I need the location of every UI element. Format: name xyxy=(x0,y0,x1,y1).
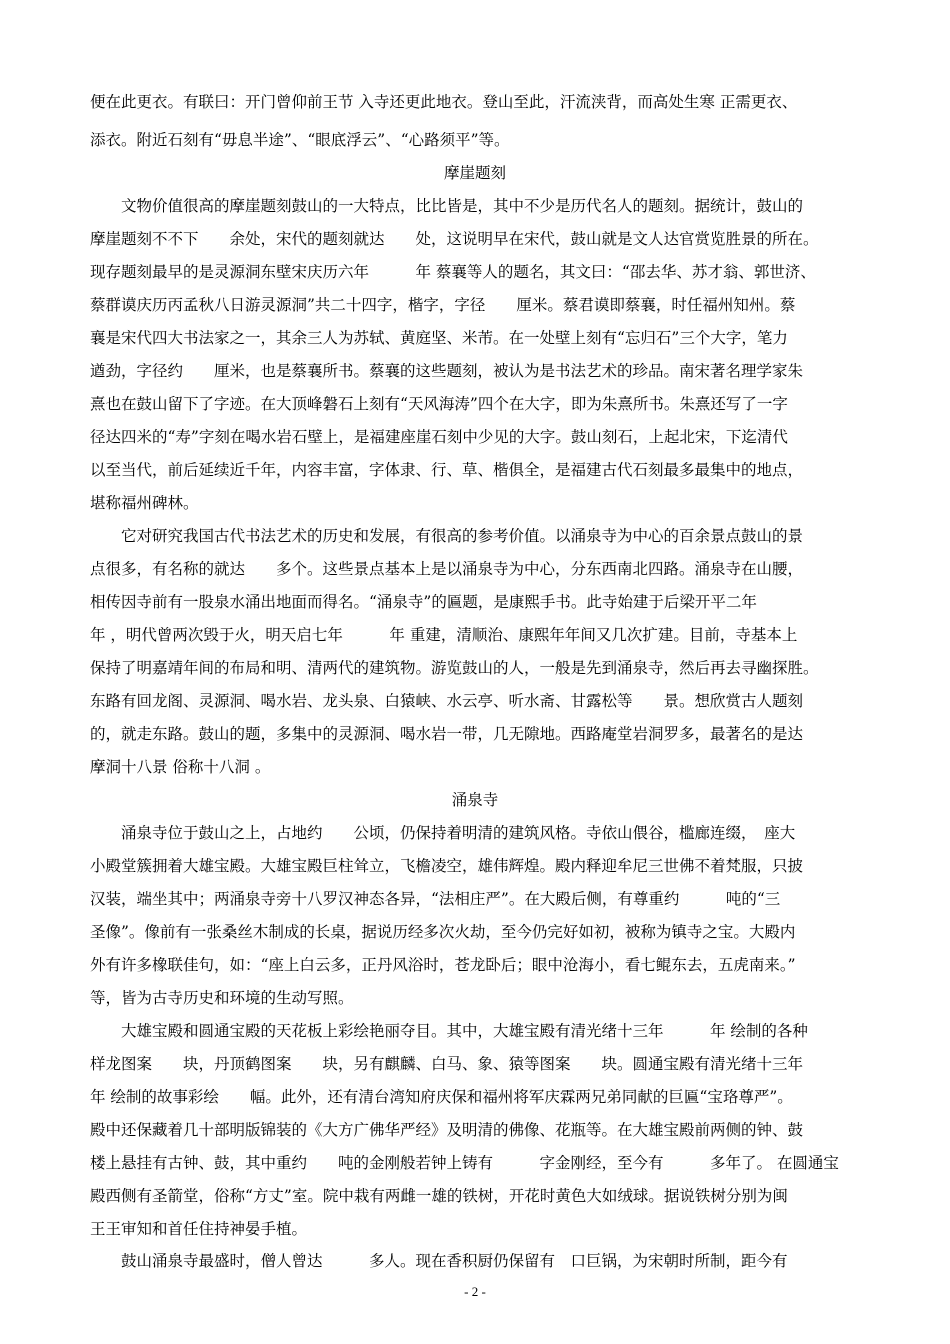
paragraph-line: 圣像”。像前有一张桑丝木制成的长桌，据说历经多次火劫，至今仍完好如初，被称为镇寺之宝。大殿内 xyxy=(90,923,796,941)
paragraph-line: 遒劲，字径约 厘米，也是蔡襄所书。蔡襄的这些题刻，被认为是书法艺术的珍品。南宋著名理学家朱 xyxy=(90,362,804,380)
paragraph-line: 等，皆为古寺历史和环境的生动写照。 xyxy=(90,989,354,1007)
paragraph-line: 它对研究我国古代书法艺术的历史和发展，有很高的参考价值。以涌泉寺为中心的百余景点鼓山的景 xyxy=(121,527,804,545)
paragraph-line: 文物价值很高的摩崖题刻鼓山的一大特点，比比皆是，其中不少是历代名人的题刻。据统计，鼓山的 xyxy=(121,197,804,215)
paragraph-line: 相传因寺前有一股泉水涌出地面而得名。“涌泉寺”的匾题，是康熙手书。此寺始建于后梁开平二年 xyxy=(90,593,757,611)
paragraph-line: 点很多，有名称的就达 多个。这些景点基本上是以涌泉寺为中心，分东西南北四路。涌泉寺在山腰， xyxy=(90,560,804,578)
paragraph-line: 堪称福州碑林。 xyxy=(90,494,199,512)
paragraph-line: 样龙图案 块，丹顶鹤图案 块，另有麒麟、白马、象、猿等图案 块。圆通宝殿有清光绪十三年 xyxy=(90,1055,804,1073)
paragraph-line: 殿西侧有圣箭堂，俗称“方丈”室。院中栽有两雌一雄的铁树，开花时黄色大如绒球。据说铁树分别为闽 xyxy=(90,1187,788,1205)
paragraph-line: 殿中还保藏着几十部明版锦装的《大方广佛华严经》及明清的佛像、花瓶等。在大雄宝殿前两侧的钟、鼓 xyxy=(90,1121,804,1139)
paragraph-line: 现存题刻最早的是灵源洞东壁宋庆历六年 年 蔡襄等人的题名，其文曰：“邵去华、苏才翁、郭世济、 xyxy=(90,263,816,281)
paragraph-line: 东路有回龙阁、灵源洞、喝水岩、龙头泉、白猿峡、水云亭、听水斋、甘露松等 景。想欣赏古人题刻 xyxy=(90,692,804,710)
section-heading: 涌泉寺 xyxy=(451,791,499,809)
paragraph-line: 年 ，明代曾两次毁于火，明天启七年 年 重建，清顺治、康熙年年间又几次扩建。目前，寺基本上 xyxy=(90,626,798,644)
paragraph-line: 蔡群谟庆历丙孟秋八日游灵源洞”共二十四字，楷字，字径 厘米。蔡君谟即蔡襄，时任福州知州。蔡 xyxy=(90,296,796,314)
paragraph-line: 鼓山涌泉寺最盛时，僧人曾达 多人。现在香积厨仍保留有 口巨锅，为宋朝时所制，距今有 xyxy=(121,1252,788,1270)
paragraph-line: 涌泉寺位于鼓山之上，占地约 公顷，仍保持着明清的建筑风格。寺依山偎谷，槛廊连缀， 座大 xyxy=(121,824,796,842)
paragraph-line: 年 绘制的故事彩绘 幅。此外，还有清台湾知府庆保和福州将军庆霖两兄弟同献的巨匾“宝珞尊严”。 xyxy=(90,1088,793,1106)
paragraph-line: 楼上悬挂有古钟、鼓，其中重约 吨的金刚般若钟上铸有 字金刚经，至今有 多年了。 在圆通宝 xyxy=(90,1154,839,1172)
paragraph-line: 汉装，端坐其中；两涌泉寺旁十八罗汉神态各异，“法相庄严”。在大殿后侧，有尊重约 吨的“三 xyxy=(90,890,781,908)
paragraph-line: 熹也在鼓山留下了字迹。在大顶峰磐石上刻有“天风海涛”四个在大字，即为朱熹所书。朱熹还写了一字 xyxy=(90,395,788,413)
paragraph-line: 小殿堂簇拥着大雄宝殿。大雄宝殿巨柱耸立，飞檐凌空，雄伟辉煌。殿内释迎牟尼三世佛不着梵服，只披 xyxy=(90,857,804,875)
paragraph-line: 摩崖题刻不不下 余处，宋代的题刻就达 处，这说明早在宋代，鼓山就是文人达官赏览胜景的所在。 xyxy=(90,230,819,248)
paragraph-line: 外有许多橡联佳句，如：“座上白云多，正丹风浴时，苍龙卧后；眼中沧海小，看七鲲东去，五虎南来。” xyxy=(90,956,796,974)
page-number: - 2 - xyxy=(464,1284,486,1299)
paragraph-line: 以至当代，前后延续近千年，内容丰富，字体隶、行、草、楷俱全，是福建古代石刻最多最集中的地点， xyxy=(90,461,804,479)
paragraph-line: 径达四米的“寿”字刻在喝水岩石壁上，是福建座崖石刻中少见的大字。鼓山刻石，上起北宋，下迄清代 xyxy=(90,428,788,446)
section-heading: 摩崖题刻 xyxy=(443,164,506,182)
paragraph-line: 王王审知和首任住持神晏手植。 xyxy=(90,1220,308,1238)
paragraph-line: 保持了明嘉靖年间的布局和明、清两代的建筑物。游览鼓山的人，一般是先到涌泉寺，然后再去寻幽探胜。 xyxy=(90,659,819,677)
paragraph-line: 襄是宋代四大书法家之一，其余三人为苏轼、黄庭坚、米芾。在一处壁上刻有“忘归石”三个大字，笔力 xyxy=(90,329,788,347)
paragraph-line: 大雄宝殿和圆通宝殿的天花板上彩绘艳丽夺目。其中，大雄宝殿有清光绪十三年 年 绘制的各种 xyxy=(121,1022,808,1040)
paragraph-line: 便在此更衣。有联曰：开门曾仰前王节 入寺还更此地衣。登山至此，汗流浃背，而高处生寒 正需更衣、 xyxy=(90,93,798,111)
paragraph-line: 添衣。附近石刻有“毋息半途”、“眼底浮云”、“心路须平”等。 xyxy=(90,131,510,149)
paragraph-line: 摩洞十八景 俗称十八洞 。 xyxy=(90,758,271,776)
paragraph-line: 的，就走东路。鼓山的题，多集中的灵源洞、喝水岩一带，几无隙地。西路庵堂岩洞罗多，最著名的是达 xyxy=(90,725,804,743)
